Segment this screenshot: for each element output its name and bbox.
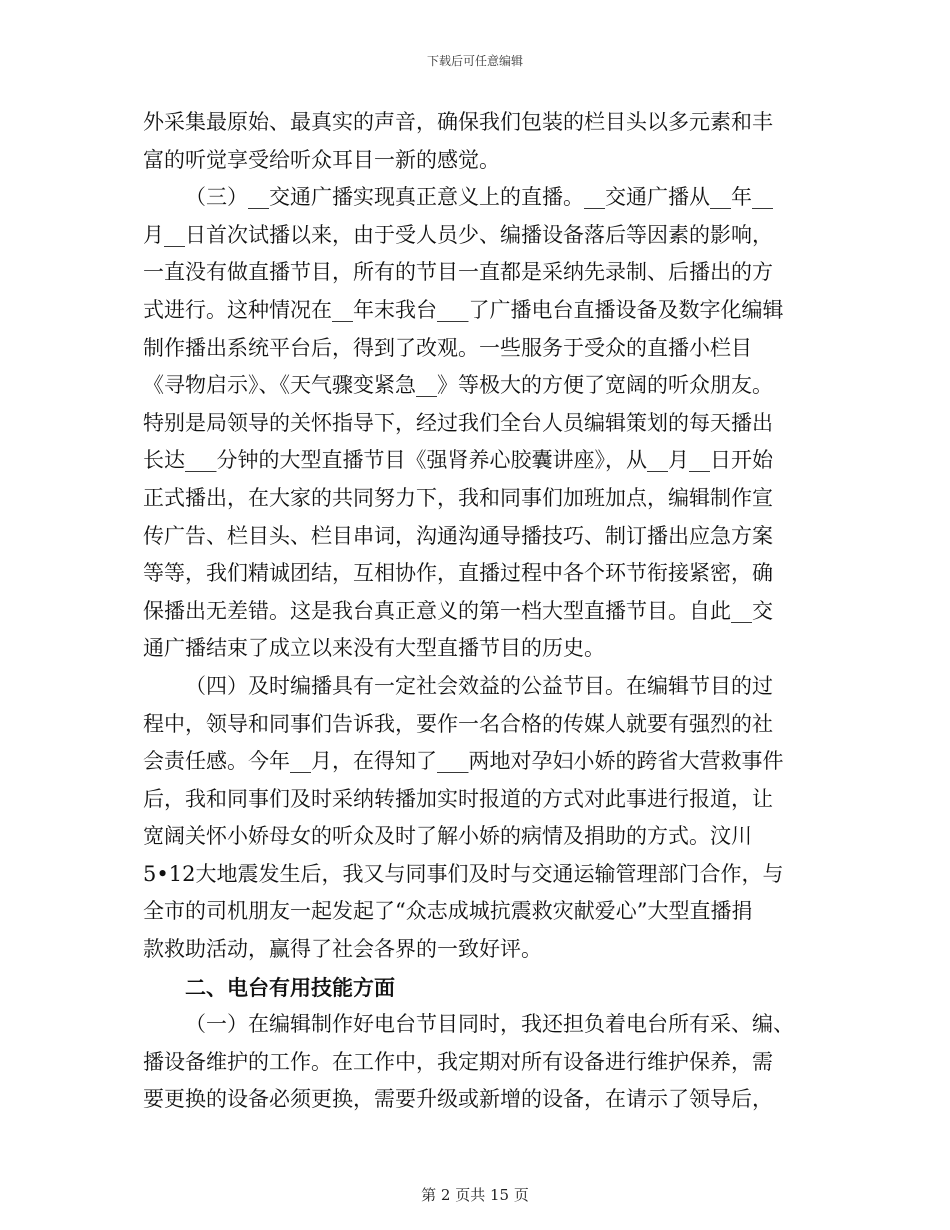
paragraph-line: 富的听觉享受给听众耳目一新的感觉。 <box>143 147 500 172</box>
paragraph-line: 通广播结束了成立以来没有大型直播节目的历史。 <box>143 636 605 661</box>
paragraph-line: 外采集最原始、最真实的声音，确保我们包装的栏目头以多元素和丰 <box>143 110 773 134</box>
section-heading: 二、电台有用技能方面 <box>185 974 395 1000</box>
paragraph-line: 会责任感。今年__月，在得知了___两地对孕妇小娇的跨省大营救事件 <box>143 749 784 774</box>
paragraph-line: 长达___分钟的大型直播节目《强肾养心胶囊讲座》，从__月__日开始 <box>143 448 773 473</box>
paragraph-line: 式进行。这种情况在__年末我台___了广播电台直播设备及数字化编辑 <box>143 297 784 322</box>
paragraph-line: 程中，领导和同事们告诉我，要作一名合格的传媒人就要有强烈的社 <box>143 711 773 736</box>
page-footer: 第 2 页共 15 页 <box>421 1186 529 1204</box>
paragraph-line: 全市的司机朋友一起发起了“众志成城抗震救灾献爱心”大型直播捐 <box>143 899 753 924</box>
paragraph-line: 后，我和同事们及时采纳转播加实时报道的方式对此事进行报道，让 <box>143 786 773 811</box>
paragraph-line: 月__日首次试播以来，由于受人员少、编播设备落后等因素的影响， <box>143 222 773 247</box>
paragraph-line: （一）在编辑制作好电台节目同时，我还担负着电台所有采、编、 <box>185 1012 794 1037</box>
paragraph-line: 款救助活动，赢得了社会各界的一致好评。 <box>143 937 542 962</box>
document-body <box>143 104 808 1119</box>
paragraph-line: 要更换的设备必须更换，需要升级或新增的设备，在请示了领导后， <box>143 1087 773 1112</box>
paragraph-line: 传广告、栏目头、栏目串词，沟通沟通导播技巧、制订播出应急方案 <box>143 523 773 548</box>
paragraph-line: 《寻物启示》、《天气骤变紧急__》等极大的方便了宽阔的听众朋友。 <box>143 373 773 398</box>
paragraph-line: 播设备维护的工作。在工作中，我定期对所有设备进行维护保养，需 <box>143 1049 773 1074</box>
paragraph-line: 一直没有做直播节目，所有的节目一直都是采纳先录制、后播出的方 <box>143 260 773 285</box>
paragraph-line: 正式播出，在大家的共同努力下，我和同事们加班加点，编辑制作宣 <box>143 485 773 510</box>
paragraph-line: 等等，我们精诚团结，互相协作，直播过程中各个环节衔接紧密，确 <box>143 561 773 586</box>
page-header: 下载后可任意编辑 <box>426 54 523 68</box>
paragraph-line: 宽阔关怀小娇母女的听众及时了解小娇的病情及捐助的方式。汶川 <box>143 824 752 849</box>
paragraph-line: （四）及时编播具有一定社会效益的公益节目。在编辑节目的过 <box>185 673 773 698</box>
paragraph-line: 保播出无差错。这是我台真正意义的第一档大型直播节目。自此__交 <box>143 598 773 623</box>
paragraph-line: 特别是局领导的关怀指导下，经过我们全台人员编辑策划的每天播出 <box>143 410 773 435</box>
paragraph-line: 制作播出系统平台后，得到了改观。一些服务于受众的直播小栏目 <box>143 335 752 360</box>
paragraph-line: 5•12大地震发生后，我又与同事们及时与交通运输管理部门合作，与 <box>143 861 784 886</box>
paragraph-line: （三）__交通广播实现真正意义上的直播。__交通广播从__年__ <box>185 185 773 210</box>
